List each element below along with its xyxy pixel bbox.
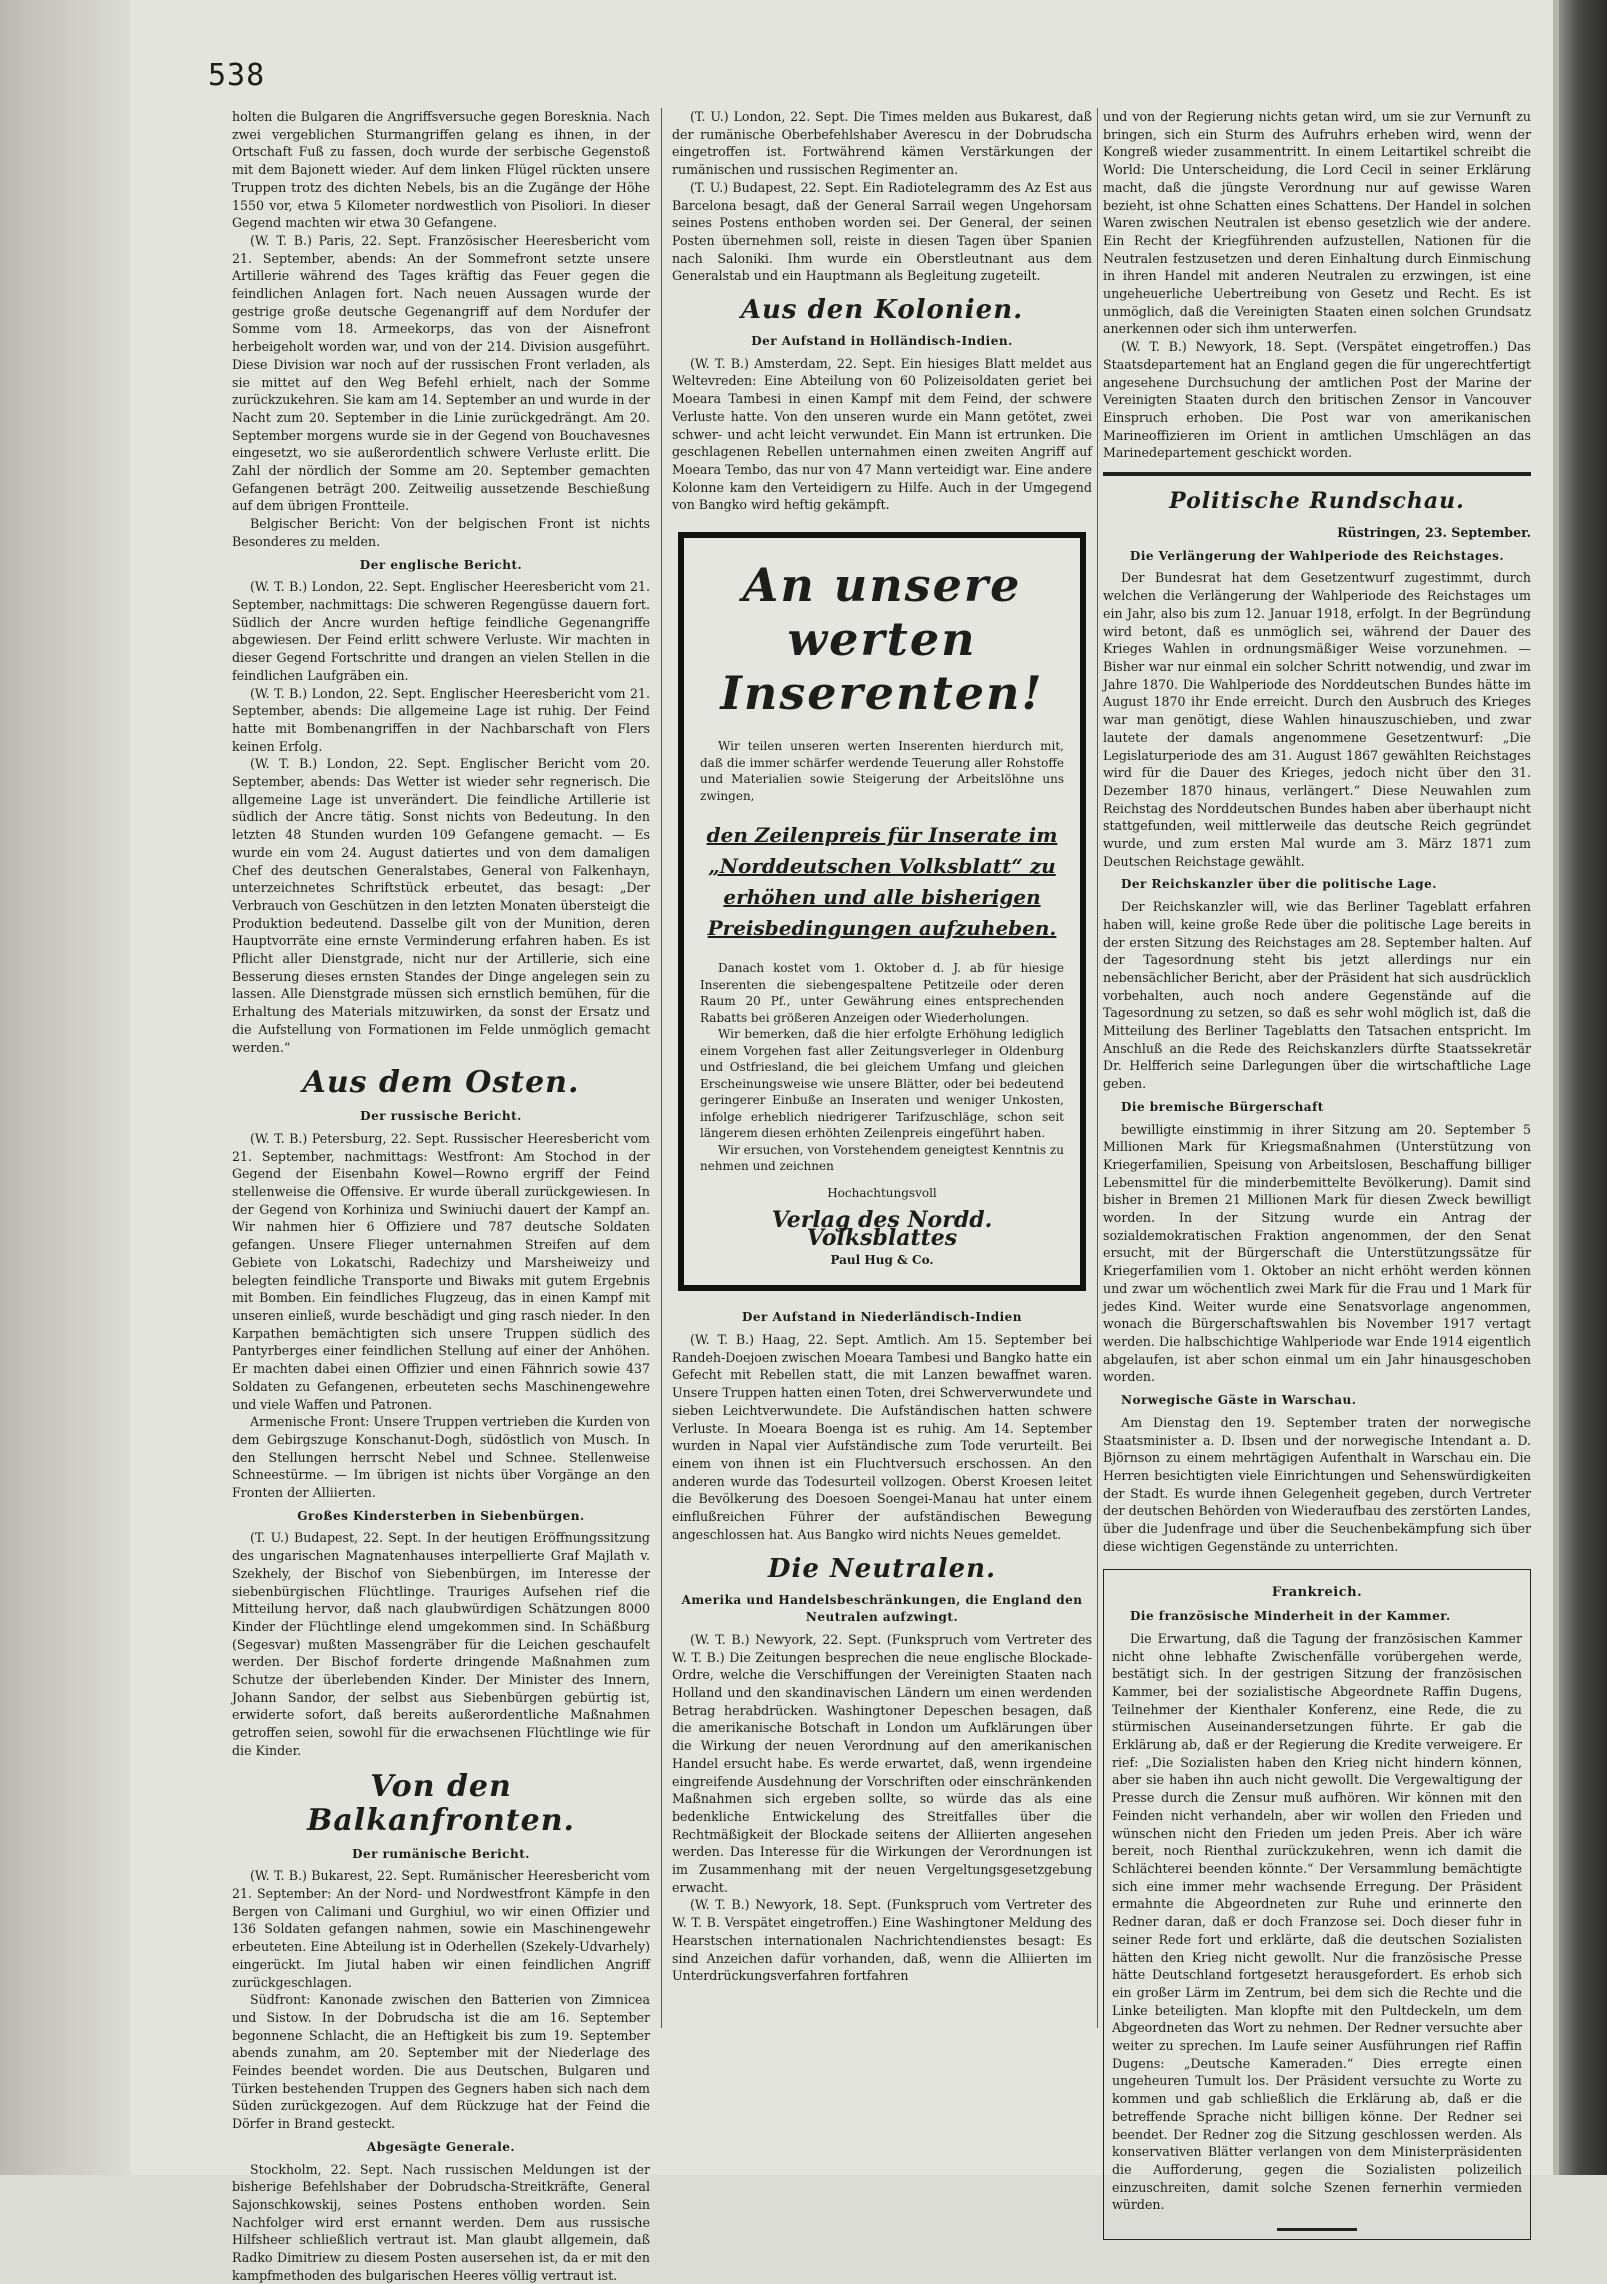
article-paragraph: Am Dienstag den 19. September traten der norwegische Staatsminister a. D. Ibsen und der norwegische Intendant a. D. Björnson zu einem mehrtägigen Aufenthalt in Warschau ein. Die Herren besichtigten viele Einrichtungen und Sehenswürdigkeiten der Stadt. Es wurde ihnen Gelegenheit gegeben, durch Vertreter der deutschen Behörden von Wiederaufbau des zerstörten Landes, über die Judenfrage und über die Seuchenbekämpfung sich über diese wichtigen Gegenstände zu unterrichten.	[1103, 1414, 1531, 1554]
column-2	[672, 108, 1092, 2008]
ad-paragraph: Danach kostet vom 1. Oktober d. J. ab für hiesige Inserenten die siebengespaltene Petitzeile oder deren Raum 20 Pf., unter Gewährung eines entsprechenden Rabatts bei größeren Anzeigen oder Wiederholungen.	[700, 961, 1064, 1025]
article-paragraph: und von der Regierung nichts getan wird, um sie zur Vernunft zu bringen, sich ein Sturm des Aufruhrs erheben wird, wenn der Kongreß wieder zusammentritt. In einem Leitartikel schreibt die World: Die Unterscheidung, die Lord Cecil in seiner Erklärung macht, daß die jüngste Verordnung nur auf gewisse Waren bezieht, ist ohne Schatten eines Schattens. Der Handel in solchen Waren zwischen Neutralen ist ebenso gesetzlich wie der andere. Ein Recht der Kriegführenden aufzustellen, Nationen für die Neutralen festzusetzen und deren Einhaltung durch Einmischung in ihren Handel mit anderen Neutralen zu erzwingen, ist eine ungeheuerliche Uebertreibung von Gesetz und Recht. Es ist unmöglich, daß die Vereinigten Staaten einen solchen Grundsatz anerkennen oder sich ihm unterwerfen.	[1103, 109, 1531, 337]
ad-title: An unsere werten Inserenten!	[720, 558, 1044, 721]
section-subheading: Die französische Minderheit in der Kammer.	[1130, 1609, 1451, 1624]
advertisement-box	[678, 532, 1086, 1291]
section-heading: Politische Rundschau.	[1169, 488, 1465, 515]
article-paragraph: (T. U.) Budapest, 22. Sept. Ein Radiotelegramm des Az Est aus Barcelona besagt, daß der General Sarrail wegen Ungehorsam seines Postens enthoben worden sei. Der General, der seinen Posten übernehmen soll, reiste in diesen Tagen über Spanien nach Saloniki. Ihm wurde ein Oberstleutnant aus dem Generalstab und ein Hauptmann als Begleitung zugeteilt.	[672, 179, 1092, 284]
article-paragraph: (W. T. B.) London, 22. Sept. Englischer Heeresbericht vom 21. September, nachmittags: Die schweren Regengüsse dauern fort. Südlich der Ancre wurden heftige feindliche Gegenangriffe abgewiesen. Der Feind erlitt schwere Verluste. Wir machten in dieser Gegend Fortschritte und drangen an vielen Stellen in die feindlichen Laufgräben ein.	[232, 579, 650, 683]
column-1	[232, 108, 650, 2283]
section-subheading: Die Verlängerung der Wahlperiode des Reichstages.	[1129, 548, 1505, 563]
article-paragraph: bewilligte einstimmig in ihrer Sitzung am 20. September 5 Millionen Mark für Kriegsmaßnahmen (Unterstützung von Kriegerfamilien, Speisung von Arbeitslosen, Beschaffung billiger Lebensmittel für die minderbemittelte Bevölkerung). Damit sind bisher in Bremen 21 Millionen Mark für diesen Zweck bewilligt worden. In der Sitzung wurde ein Antrag der sozialdemokratischen Fraktion angenommen, der den Senat ersucht, mit der Bürgerschaft die Unterstützungssätze für Kriegerfamilien vom 1. Oktober an nicht erhöht werden können und zwar um wöchentlich zwei Mark für die Frau und 1 Mark für jedes Kind. Weiter wurde eine Senatsvorlage angenommen, wonach die Bürgerschaftswahlen bis November 1917 vertagt werden. Die halbschichtige Wahlperiode war Ende 1914 eigentlich abgelaufen, ist aber schon einmal um ein Jahr hinausgeschoben worden.	[1103, 1121, 1531, 1385]
dateline: Rüstringen, 23. September.	[1337, 525, 1531, 541]
article-paragraph: (W. T. B.) London, 22. Sept. Englischer Heeresbericht vom 21. September, abends: Die allgemeine Lage ist ruhig. Der Feind hatte mit Bombenangriffen in der Nachbarschaft von Flers keinen Erfolg.	[232, 685, 650, 754]
section-heading: Aus den Kolonien.	[740, 295, 1024, 326]
article-paragraph: Der Bundesrat hat dem Gesetzentwurf zugestimmt, durch welchen die Verlängerung der Wahlperiode des Reichstages um ein Jahr, also bis zum 12. Januar 1918, erfolgt. In der Begründung wird betont, daß es unmöglich sei, während der Dauer des Krieges Wahlen in ordnungsmäßiger Weise vorzunehmen. — Bisher war nur einmal ein solcher Schritt notwendig, und zwar im Jahre 1870. Die Wahlperiode des Norddeutschen Bundes hätte im August 1870 ihr Ende erreicht. Durch den Ausbruch des Krieges war man genötigt, diese Wahlen hinauszuschieben, und zwar lautete der damals angenommene Gesetzentwurf: „Die Legislaturperiode des am 31. August 1867 gewählten Reichstages wird für die Dauer des Krieges, jedoch nicht über den 31. Dezember 1870 hinaus, verlängert.“ Diese Neuwahlen zum Reichstag des Norddeutschen Bundes haben aber überhaupt nicht stattgefunden, weil mittlerweile das deutsche Reich gegründet wurde, und zum ersten Mal wurde am 3. März 1871 zum Deutschen Reichstage gewählt.	[1103, 570, 1531, 869]
article-paragraph: (T. U.) London, 22. Sept. Die Times melden aus Bukarest, daß der rumänische Oberbefehlshaber Averescu in der Dobrudscha eingetroffen ist. Fortwährend kämen Verstärkungen der rumänischen und russischen Regimenter an.	[672, 109, 1092, 178]
article-paragraph: (W. T. B.) Paris, 22. Sept. Französischer Heeresbericht vom 21. September, abends: An der Sommefront setzte unsere Artillerie während des Tages kräftig das Feuer gegen die feindlichen Anlagen fort. Nach neuen Aussagen wurde der gestrige große deutsche Gegenangriff auf dem Nordufer der Somme vom 18. Armeekorps, das von der Aisnefront herbeigeholt worden war, und von der 214. Division ausgeführt. Diese Division war noch auf der russischen Front verladen, als sie mittet auf den Weg Befehl erhielt, nach der Somme zurückzukehren. Sie kam am 14. September an und wurde in der Nacht zum 20. September in die Linie zurückgedrängt. Am 20. September morgens wurde sie in der Gegend von Bouchavesnes eingesetzt, wo sie außerordentlich schwere Verluste erlitt. Die Zahl der nördlich der Somme am 20. September gemachten Gefangenen beträgt 200. Zeitweilig aussetzende Beschießung auf dem übrigen Frontteile.	[232, 232, 650, 514]
ad-publisher: Verlag des Nordd. Volksblattes	[771, 1207, 993, 1251]
article-paragraph: Armenische Front: Unsere Truppen vertrieben die Kurden von dem Gebirgszuge Konschanut-Dogh, südöstlich von Musch. In den Stellungen herrscht Nebel und Schnee. Stellenweise Schneestürme. — Im übrigen ist nichts über Vorgänge an den Fronten der Alliierten.	[232, 1414, 650, 1501]
article-paragraph: (W. T. B.) Haag, 22. Sept. Amtlich. Am 15. September bei Randeh-Doejoen zwischen Moeara Tambesi und Bangko hatte ein Gefecht mit Rebellen statt, die mit Lanzen bewaffnet waren. Unsere Truppen hatten einen Toten, drei Schwerverwundete und sieben Leichtverwundete. Die Aufständischen hatten schwere Verluste. In Moeara Boenga ist es ruhig. Am 14. September wurden in Napal vier Aufständische zum Tode verurteilt. Bei einem von ihnen ist ein Fluchtversuch erschossen. An den anderen wurde das Todesurteil vollzogen. Oberst Kroesen leitet die Bevölkerung des Doesoen Soengei-Manau hat unter einem einflußreichen Führer der aufständischen Bewegung angeschlossen hat. Aus Bangko wird nichts Neues gemeldet.	[672, 1332, 1092, 1542]
article-paragraph: (T. U.) Budapest, 22. Sept. In der heutigen Eröffnungssitzung des ungarischen Magnatenhauses interpellierte Graf Majlath v. Szekhely, der Bischof von Siebenbürgen, im Interesse der siebenbürgischen Flüchtlinge. Trauriges Aufsehen rief die Mitteilung hervor, daß nach glaubwürdigen Schätzungen 8000 Kinder der Flüchtlinge elend umgekommen sind. In Schäßburg (Segesvar) mußten Massengräber für die Leichen geschaufelt werden. Der Bischof forderte dringende Maßnahmen zum Schutze der überlebenden Kinder. Der Minister des Innern, Johann Sandor, der selbst aus Siebenbürgen gebürtig ist, erwiderte sofort, daß bereits außerordentliche Maßnahmen getroffen seien, sowohl für die erwachsenen Flüchtlinge wie für die Kinder.	[232, 1530, 650, 1758]
column-3	[1103, 108, 1531, 2213]
section-heading: Frankreich.	[1271, 1585, 1363, 1601]
section-subheading: Der russische Bericht.	[360, 1109, 522, 1124]
column-rule-2	[1097, 108, 1098, 2028]
section-subheading: Großes Kindersterben in Siebenbürgen.	[297, 1508, 585, 1523]
ad-announcement: den Zeilenpreis für Inserate im „Norddeutschen Volksblatt“ zu erhöhen und alle bisherigen Preisbedingungen aufzuheben.	[706, 823, 1058, 941]
section-heading: Die Neutralen.	[767, 1553, 997, 1584]
column-rule-1	[661, 108, 662, 2028]
article-paragraph: (W. T. B.) London, 22. Sept. Englischer Bericht vom 20. September, abends: Das Wetter ist wieder sehr regnerisch. Die allgemeine Lage ist unverändert. Die feindliche Artillerie ist südlich der Ancre tätig. Sonst nichts von Bedeutung. In den letzten 48 Stunden wurden 109 Gefangene gemacht. — Es wurde ein vom 24. August datiertes und von dem damaligen Chef des deutschen Generalstabes, General von Falkenhayn, unterzeichnetes Schriftstück erbeutet, das besagt: „Der Verbrauch von Geschützen in den letzten Monaten übersteigt die Produktion bedeutend. Dasselbe gilt von der Munition, deren Hauptvorräte eine ernste Verminderung erfahren haben. Es ist Pflicht aller Dienstgrade, nicht nur der Artillerie, sich eine Besserung dieses ernsten Standes der Dinge angelegen sein zu lassen. Alle Dienstgrade müssen sich ernstlich bemühen, für die Erhaltung des Materials mitzuwirken, da sonst der Ersatz und die Aufstellung von Formationen im Felde unmöglich gemacht werden.“	[232, 756, 650, 1055]
article-paragraph: (W. T. B.) Newyork, 18. Sept. (Verspätet eingetroffen.) Das Staatsdepartement hat an England gegen die für ungerechtfertigt angesehene Durchsuchung der amtlichen Post der Marine der Vereinigten Staaten durch den britischen Zensor in Vancouver Einspruch erhoben. Die Post war von amerikanischen Marineoffizieren im Orient in amtlichen Umschlägen an das Marinedepartement geschickt worden.	[1103, 339, 1531, 461]
section-divider	[1103, 472, 1531, 476]
ad-paragraph: Wir ersuchen, von Vorstehendem geneigtest Kenntnis zu nehmen und zeichnen	[700, 1142, 1064, 1174]
section-subheading: Der englische Bericht.	[359, 557, 523, 572]
france-box	[1103, 1569, 1531, 2240]
article-paragraph: Die Erwartung, daß die Tagung der französischen Kammer nicht ohne lebhafte Zwischenfälle vorübergehen werde, bestätigt sich. In der gestrigen Sitzung der französischen Kammer, bei der sozialistische Abgeordnete Raffin Dugens, Teilnehmer der Kienthaler Konferenz, eine Rede, die zu stürmischen Auseinandersetzungen führte. Er gab die Erklärung ab, daß er der Regierung die Kredite verweigere. Er rief: „Die Sozialisten haben den Krieg nicht hindern können, aber sie haben ihn auch nicht gewollt. Die Vergewaltigung der Presse durch die Zensur muß aufhören. Wir können mit den Feinden nicht verhandeln, aber wir wollen den Frieden und wünschen nicht den Frieden um jeden Preis. Aber ich wäre bereit, noch Rienthal zurückzukehren, wenn ich damit die Schlächterei beenden könnte.“ Der Versammlung bemächtigte sich eine immer mehr wachsende Erregung. Der Präsident ermahnte die Abgeordneten zur Ruhe und erinnerte den Redner daran, daß er doch Franzose sei. Doch dieser fuhr in seiner Rede fort und erklärte, daß die deutschen Sozialisten hätten den Krieg nicht gewollt. Nur die französische Presse hätte Deutschland fortgesetzt herausgefordert. Es erhob sich ein großer Lärm im Zentrum, bei dem sich die Rechte und die Linke beteiligten. Man klopfte mit den Pultdeckeln, um dem Abgeordneten das Wort zu nehmen. Der Redner versuchte aber weiter zu sprechen. Im Laufe seiner Ausführungen rief Raffin Dugens: „Deutsche Kameraden.“ Dies erregte einen ungeheuren Tumult los. Der Präsident versuchte zu Worte zu kommen und gab schließlich die Erklärung ab, daß er die betreffende Sprache nicht billigen könne. Der Redner sei beendet. Der Redner zog die Sitzung geschlossen werden. Als konservativen Blätter verlangen von dem Ministerpräsidenten die Aufforderung, gegen die Sozialisten polizeilich einzuschreiten, damit solche Szenen fernerhin vermieden würden.	[1112, 1630, 1522, 2213]
ad-company: Paul Hug & Co.	[830, 1252, 934, 1267]
ad-paragraph: Wir bemerken, daß die hier erfolgte Erhöhung lediglich einem Vorgehen fast aller Zeitungsverleger in Oldenburg und Ostfriesland, die bei gleichem Umfang und gleichen Erscheinungsweise wie unsere Blätter, oder bei bedeutend geringerer Einbuße an Inseraten und weniger Unkosten, infolge erheblich niedrigerer Tarifzuschläge, schon seit längerem diesen erhöhten Zeilenpreis eingeführt haben.	[700, 1027, 1064, 1141]
article-paragraph: Der Reichskanzler will, wie das Berliner Tageblatt erfahren haben will, keine große Rede über die politische Lage bereits in der ersten Sitzung des Reichstages am 28. September halten. Auf der Tagesordnung steht bis jetzt allerdings nur ein nebensächlicher Bericht, aber der Präsident hat sich ausdrücklich vorbehalten, auch noch andere Gegenstände auf die Tagesordnung zu setzen, so daß es sehr wohl möglich ist, daß die Mitteilung des Berliner Tageblatts den Tatsachen entspricht. Im Anschluß an die Rede des Reichskanzlers dürfte Staatssekretär Dr. Helfferich seine Darlegungen über die wirtschaftliche Lage geben.	[1103, 899, 1531, 1092]
article-paragraph: (W. T. B.) Petersburg, 22. Sept. Russischer Heeresbericht vom 21. September, nachmittags: Westfront: Am Stochod in der Gegend der Eisenbahn Kowel—Rowno ergriff der Feind stellenweise die Offensive. Er wurde überall zurückgewiesen. In der Gegend von Korhiniza und Swiniuchi dauert der Kampf an. Wir nahmen hier 6 Offiziere und 787 deutsche Soldaten gefangen. Unsere Flieger unternahmen Streifen auf dem Gebiete von Lokatschi, Radechizy und Marsheiweizy und belegten feindliche Transporte und Biwaks mit gutem Ergebnis mit Bomben. Ein feindliches Flugzeug, das in einen Kampf mit unseren einließ, wurde beschädigt und ging rasch nieder. In den Karpathen bemächtigten sich unsere Truppen südlich des Pantyrberges einer feindlichen Stellung auf einer der Anhöhen. Er machten dabei einen Offizier und einen Fähnrich sowie 437 Soldaten zu Gefangenen, erbeuteten sechs Maschinengewehre und viele Waffen und Patronen.	[232, 1130, 650, 1412]
article-paragraph: (W. T. B.) Newyork, 18. Sept. (Funkspruch vom Vertreter des W. T. B. Verspätet eingetroffen.) Eine Washingtoner Meldung des Hearstschen internationalen Nachrichtendienstes besagt: Es sind Anzeichen dafür vorhanden, daß, wenn die Alliierten im Unterdrückungsverfahren fortfahren	[672, 1897, 1092, 1984]
article-paragraph: (W. T. B.) Newyork, 22. Sept. (Funkspruch vom Vertreter des W. T. B.) Die Zeitungen besprechen die neue englische Blockade-Ordre, welche die Verschiffungen der Vereinigten Staaten nach Holland und den skandinavischen Ländern um einen werdenden Betrag herabdrücken. Washingtoner Depeschen besagen, daß die amerikanische Botschaft in London um Aufklärungen über die Wirkung der neuen Verordnung auf den amerikanischen Handel ersucht habe. Es werde erwartet, daß, wenn irgendeine eingreifende Ausdehnung der Vorschriften oder einschränkenden Maßnahmen sich ergeben sollte, so würde das als eine bedenkliche Entwickelung des Streitfalles über die Rechtmäßigkeit der Blockade seitens der Alliierten angesehen werden. Das Interesse für die Wirkungen der Verordnungen ist im Zusammenhang mit der neuen Vergeltungsgesetzgebung erwacht.	[672, 1631, 1092, 1895]
ad-greeting: Hochachtungsvoll	[827, 1185, 937, 1200]
article-paragraph: Südfront: Kanonade zwischen den Batterien von Zimnicea und Sistow. In der Dobrudscha ist die am 16. September begonnene Schlacht, die an Heftigkeit bis zum 19. September abends zunahm, am 20. September mit der Niederlage des Feindes beendet worden. Die aus Deutschen, Bulgaren und Türken bestehenden Truppen des Gegners haben sich nach dem Süden zurückgezogen. Auf dem Rückzuge hat der Feind die Dörfer in Brand gesteckt.	[232, 1992, 650, 2132]
article-paragraph: Belgischer Bericht: Von der belgischen Front ist nichts Besonderes zu melden.	[232, 516, 650, 549]
article-paragraph: holten die Bulgaren die Angriffsversuche gegen Boresknia. Nach zwei vergeblichen Sturmangriffen gelang es ihnen, in der Ortschaft Fuß zu fassen, doch wurde der serbische Gegenstoß mit dem Bajonett wieder. Auf dem linken Flügel rückten unsere Truppen trotz des dichten Nebels, bis an die Zugänge der Höhe 1550 vor, etwa 5 Kilometer nordwestlich von Pisoliori. In dieser Gegend machten wir etwa 30 Gefangene.	[232, 109, 650, 231]
ad-intro: Wir teilen unseren werten Inserenten hierdurch mit, daß die immer schärfer werdende Teuerung aller Rohstoffe und Materialien sowie Steigerung der Arbeitslöhne uns zwingen,	[700, 739, 1064, 803]
article-paragraph: Stockholm, 22. Sept. Nach russischen Meldungen ist der bisherige Befehlshaber der Dobrudscha-Streitkräfte, General Sajonschkowskij, seines Postens enthoben worden. Sein Nachfolger wird erst ernannt werden. Dem aus russische Hilfsheer schließlich vertraut ist. Man glaubt allgemein, daß Radko Dimitriew zu diesem Posten ausersehen ist, da er mit den kampfmethoden des bulgarischen Heeres völlig vertraut ist.	[232, 2161, 650, 2283]
section-subheading: Der Aufstand in Holländisch-Indien.	[751, 334, 1013, 349]
end-mark	[1277, 2228, 1357, 2231]
section-heading: Aus dem Osten.	[302, 1065, 580, 1101]
section-subheading: Der Reichskanzler über die politische Lage.	[1121, 877, 1437, 892]
page-gutter-shadow	[0, 0, 130, 2175]
section-subheading: Amerika und Handelsbeschränkungen, die England den Neutralen aufzwingt.	[681, 1592, 1083, 1625]
section-subheading: Der rumänische Bericht.	[352, 1846, 530, 1861]
section-subheading: Der Aufstand in Niederländisch-Indien	[742, 1310, 1022, 1325]
section-subheading: Abgesägte Generale.	[366, 2139, 516, 2154]
book-binding	[1559, 0, 1607, 2175]
article-paragraph: (W. T. B.) Amsterdam, 22. Sept. Ein hiesiges Blatt meldet aus Weltevreden: Eine Abteilung von 60 Polizeisoldaten geriet bei Moeara Tambesi in einen Kampf mit dem Feind, der schwere Verluste hatte. Von den unseren wurde ein Mann getötet, zwei schwer- und acht leicht verwundet. Ein Mann ist ertrunken. Die geschlagenen Rebellen unternahmen einen zweiten Angriff auf Moeara Tembo, das nur von 47 Mann verteidigt war. Eine andere Kolonne kam den Verteidigern zu Hilfe. Auch in der Umgegend von Bangko wird heftig gekämpft.	[672, 355, 1092, 513]
section-subheading: Die bremische Bürgerschaft	[1121, 1099, 1324, 1114]
section-subheading: Norwegische Gäste in Warschau.	[1121, 1393, 1357, 1408]
section-heading: Von den Balkanfronten.	[307, 1768, 575, 1838]
article-paragraph: (W. T. B.) Bukarest, 22. Sept. Rumänischer Heeresbericht vom 21. September: An der Nord- und Nordwestfront Kämpfe in den Bergen von Calimani und Gurghiul, wo wir einen Offizier und 136 Soldaten gefangen nahmen, sowie ein Maschinengewehr erbeuteten. Eine Abteilung ist in Oderhellen (Szekely-Udvarhely) eingerückt. Im Jiutal haben wir einen feindlichen Angriff zurückgeschlagen.	[232, 1868, 650, 1990]
page-number: 538	[208, 58, 266, 93]
